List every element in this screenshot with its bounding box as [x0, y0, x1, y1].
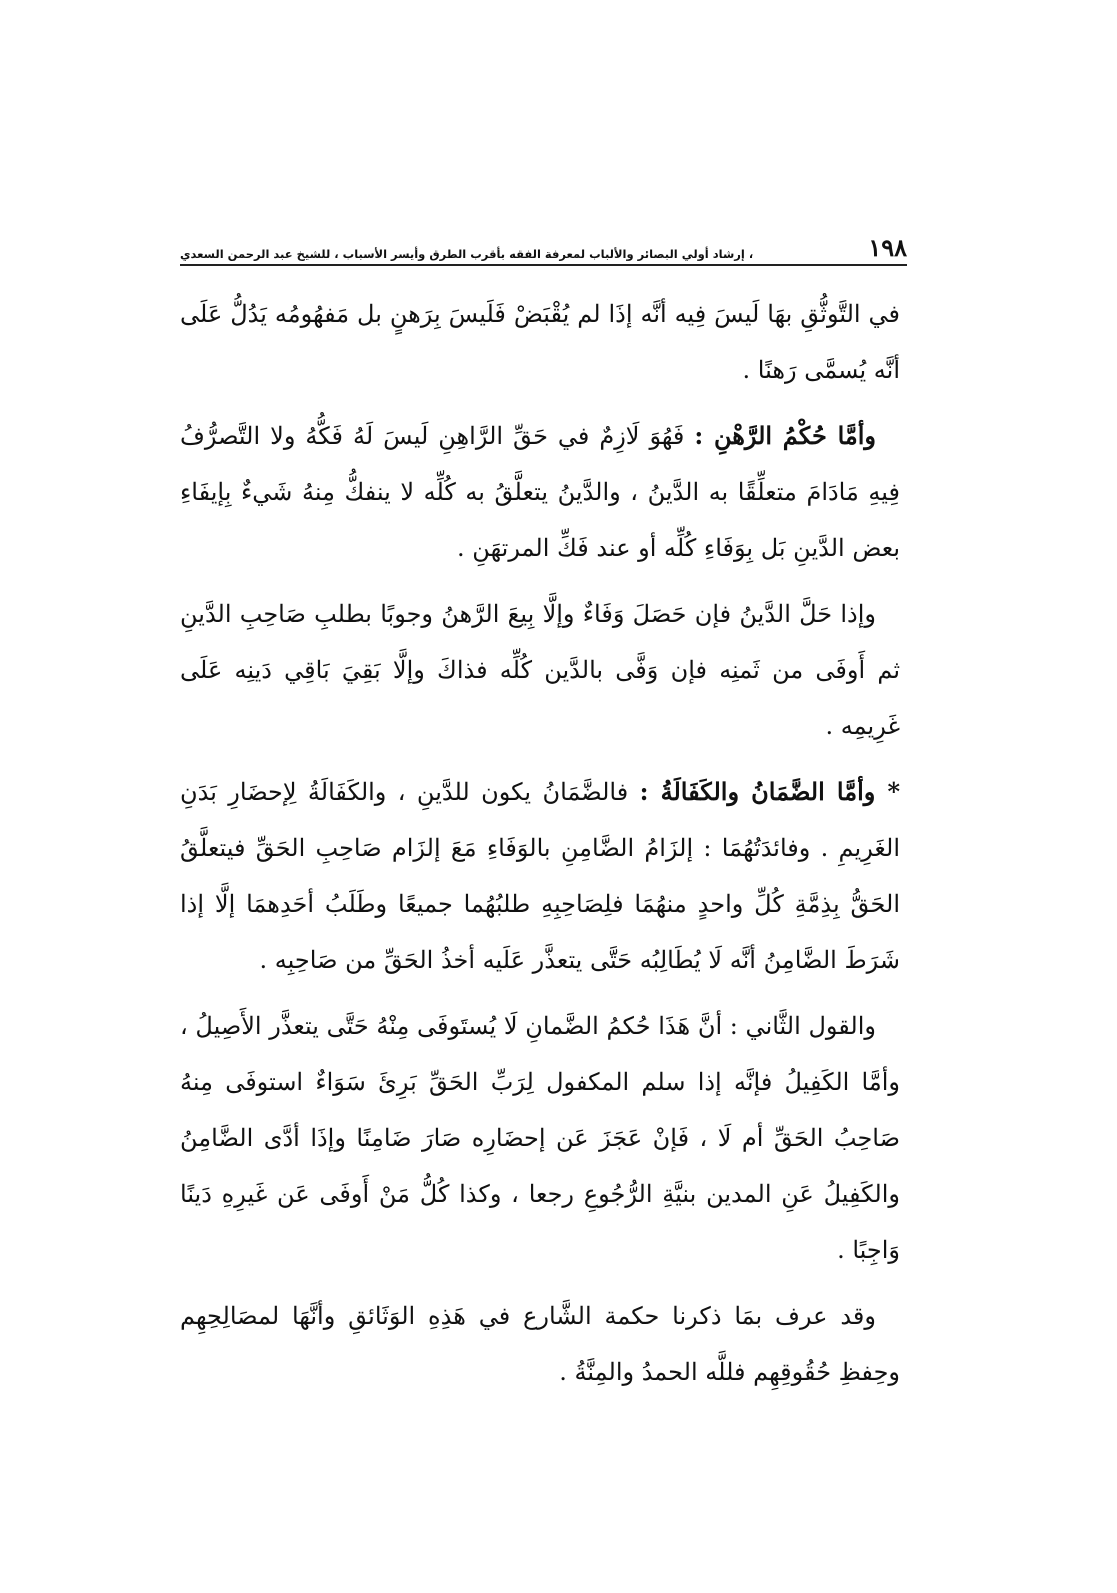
- running-header: [180, 226, 907, 266]
- paragraph-text: والقول الثَّاني : أنَّ هَذَا حُكمُ الضَّمانِ لَا يُستَوفَى مِنْهُ حَتَّى يتعذَّر الأَصِيلُ ، وأمَّا الكَفِيلُ فإنَّه إذا سلم المكفول لِرَبِّ الحَقِّ بَرِئَ سَوَاءٌ استوفَى مِنهُ صَاحِبُ الحَقِّ أم لَا ، فَإنْ عَجَزَ عَن إحضَارِه صَارَ ضَامِنًا وإذَا أدَّى الضَّامِنُ والكَفِيلُ عَنِ المدين بنيَّةِ الرُّجُوعِ رجعا ، وكذا كُلُّ مَنْ أَوفَى عَن غَيرِهِ دَينًا وَاجِبًا .: [180, 1012, 900, 1264]
- paragraph-text: فالضَّمَانُ يكون للدَّينِ ، والكَفَالَةُ لِإحضَارِ بَدَنِ الغَرِيمِ . وفائدَتُهُمَا : إلزَامُ الضَّامِنِ بالوَفَاءِ مَعَ إلزَام صَاحِبِ الحَقِّ فيتعلَّقُ الحَقُّ بِذِمَّةِ كُلِّ واحدٍ منهُمَا فلِصَاحِبِهِ طلبُهُما جميعًا وطَلَبُ أحَدِهمَا إلَّا إذا شَرَطَ الضَّامِنُ أنَّه لَا يُطَالِبُه حَتَّى يتعذَّر عَلَيه أخذُ الحَقِّ من صَاحِبِه .: [180, 778, 900, 974]
- running-header-title: ، إرشاد أولي البصائر والألباب لمعرفة الفقه بأقرب الطرق وأيسر الأسباب ، للشيخ عبد الرحمن السعدي: [180, 246, 754, 261]
- paragraph-text: وقد عرف بمَا ذكرنا حكمة الشَّارع في هَذِهِ الوَثَائقِ وأنَّهَا لمصَالِحِهِم وحِفظِ حُقُوقِهِم فللَّه الحمدُ والمِنَّةُ .: [180, 1302, 900, 1386]
- paragraph-text: في التَّوثُّقِ بهَا لَيسَ فِيه أنَّه إذَا لم يُقْبَضْ فَلَيسَ بِرَهنٍ بل مَفهُومُه يَدُلُّ عَلَى أنَّه يُسمَّى رَهنًا .: [180, 300, 900, 384]
- paragraph-guarantee: [180, 764, 900, 988]
- paragraph-text: وإذا حَلَّ الدَّينُ فإن حَصَلَ وَفَاءٌ وإلَّا بِيعَ الرَّهنُ وجوبًا بطلبِ صَاحِبِ الدَّينِ ثم أَوفَى من ثَمنِه فإن وَفَّى بالدَّين كُلِّه فذاكَ وإلَّا بَقِيَ بَاقِي دَينِه عَلَى غَرِيمِه .: [180, 600, 901, 740]
- paragraph-continuation: [180, 286, 900, 398]
- paragraph-conclusion: [180, 1288, 900, 1400]
- paragraph-text: فَهُوَ لَازِمٌ في حَقِّ الرَّاهِنِ لَيسَ لَهُ فَكُّهُ ولا التَّصرُّفُ فِيهِ مَادَامَ متعلِّقًا به الدَّينُ ، والدَّينُ يتعلَّقُ به كُلِّه لا ينفكُّ مِنهُ شَيءٌ بِإيفَاءِ بعض الدَّينِ بَل بِوَفَاءِ كُلِّه أو عند فَكِّ المرتهَنِ .: [180, 422, 900, 562]
- paragraph-rahn-ruling: [180, 408, 900, 576]
- section-heading-guarantee: * وأمَّا الضَّمَانُ والكَفَالَةُ :: [639, 777, 900, 806]
- page-body: [180, 286, 900, 1410]
- paragraph-debt-due: [180, 586, 900, 754]
- paragraph-second-opinion: [180, 998, 900, 1278]
- section-heading-rahn: وأمَّا حُكْمُ الرَّهْنِ :: [694, 421, 877, 450]
- page-number: ١٩٨: [868, 233, 907, 262]
